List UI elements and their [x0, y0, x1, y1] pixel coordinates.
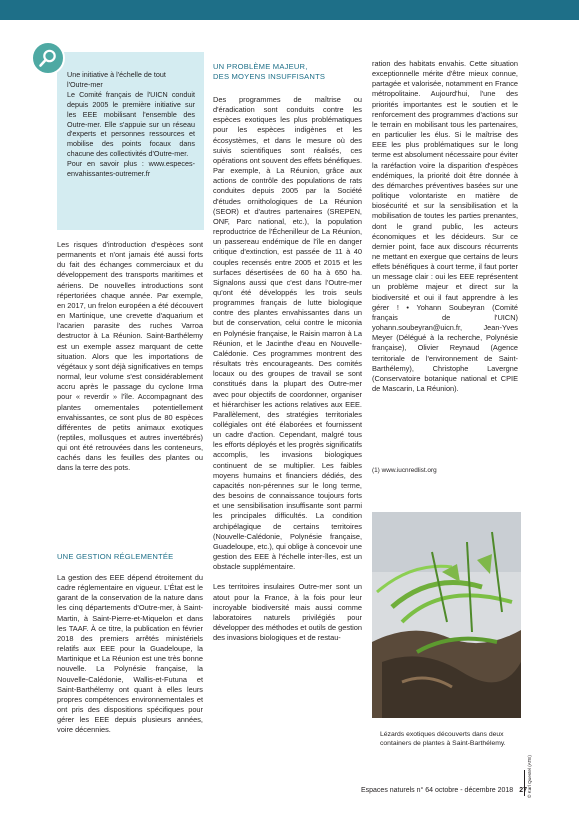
sidebar-box-title-line-1: Une initiative à l'échelle de tout	[67, 70, 166, 79]
photo-credit-text: © Karl Questel (ATE)	[527, 755, 532, 798]
footer-publication: Espaces naturels n° 64 octobre - décembre 2018	[360, 787, 514, 794]
column-2-paragraph-2: Les territoires insulaires Outre-mer sont un atout pour la France, à la fois pour leur incroyable biodiversité mais aussi comme laboratoires naturels privilégiés pour développer des méthodes et outils de gestion des invasions biologiques et de restau-	[213, 582, 362, 643]
sidebar-box-body: Le Comité français de l'UICN conduit depuis 2005 le première initiative sur les EEE mobilisant l'ensemble des Outre-mer. Elle s'appuie sur un réseau d'experts et personnes ressources et mobilise des points focaux dans chacune des collectivités d'Outre-mer.	[67, 89, 195, 159]
section-heading-probleme-line-2: DES MOYENS INSUFFISANTS	[213, 72, 326, 81]
sidebar-box	[57, 52, 204, 230]
section-heading-probleme-line-1: UN PROBLÈME MAJEUR,	[213, 62, 308, 71]
photo-credit	[527, 720, 535, 800]
paragraph-gap	[213, 572, 362, 582]
column-2-paragraph-1: Des programmes de maîtrise ou d'éradication sont conduits contre les espèces exotiques les plus problématiques pour les espèces indigènes et les écosystèmes, et dans le mesure où des suivis scientifiques sont réalisés, ces opérations ont souvent des effets bénéfiques. Par exemple, à La Réunion, grâce aux actions de contrôle des populations de rats conduites depuis 2005 par la Société d'études ornithologiques de La Réunion (SEOR) et d'autres partenaires (SREPEN, ONF, Parc national, etc.), la population reproductrice de l'Échenilleur de La Réunion, un passereau endémique de l'île en danger critique d'extinction, est passée de 11 à 40 couples recensés entre 2005 et 2015 et les surfaces désertisées de 60 ha à 650 ha. Signalons aussi que c'est dans l'Outre-mer qu'ont été développés les trois seuls programmes français de lutte biologique contre des plantes envahissantes dans un but de conservation, celui contre le miconia en Polynésie française, le Raisin marron à La Réunion, et le Jacinthe d'eau en Nouvelle-Calédonie. Ces programmes montrent des résultats très encourageants. Des comités locaux ou des groupes de travail se sont constitués dans la plupart des Outre-mer avec pour objectifs de coordonner, organiser et hiérarchiser les actions relatives aux EEE. Parallèlement, des stratégies territoriales collégiales ont été élaborées et fournissent un cadre d'action. Cependant, malgré tous les efforts déployés et les progrès significatifs accomplis, les invasions biologiques continuent de se multiplier. Les faibles moyens humains et financiers dédiés, des capacités non-pérennes sur le long terme, des besoins de connaissance toujours forts et une sensibilisation insuffisante sont parmi les principales difficultés. La condition archipélagique de certains territoires (Nouvelle-Calédonie, Polynésie française, Guadeloupe, etc.), qui oblige à concevoir une gestion des EEE à l'échelle inter-îles, est un obstacle supplémentaire.	[213, 95, 363, 572]
photo-caption: Lézards exotiques découverts dans deux containers de plantes à Saint-Barthélemy.	[380, 731, 506, 747]
column-2-text	[213, 95, 362, 643]
lizards-photo	[372, 512, 521, 718]
column-3-paragraph-1: ration des habitats envahis. Cette situation exceptionnelle mérite d'être mieux connue, partagée et valorisée, notamment en France métropolitaine. Aujourd'hui, l'une des priorités importantes est le soutien et le renforcement des programmes d'actions sur le terrain en mobilisant tous les partenaires, en particulier les élus. Si le maîtrise des EEE les plus problématiques sur le long terme est absolument nécessaire pour éviter la raréfaction voire la disparition d'espèces endémiques, la priorité doit être donnée à des démarches préventives basées sur une politique volontariste en matière de biosécurité et sur la sensibilisation et la mobilisation de toutes les parties prenantes, dont le grand public, les acteurs économiques et les décideurs. Sur ce dernier point, face aux discours récurrents ne mettant en exergue que certains de leurs effets bénéfiques à court terme, il faut porter un message clair : oui les EEE représentent un problème majeur et direct sur la biodiversité et oui il faut apprendre à les gérer ! • Yohann Soubeyran (Comité français de l'UICN) yohann.soubeyran@uicn.fr, Jean-Yves Meyer (Délégué à la recherche, Polynésie française), Olivier Reynaud (Agence territoriale de l'environnement de Saint-Barthélemy), Christophe Lavergne (Conservatoire botanique national et CPIE de Mascarin, La Réunion).	[372, 59, 518, 393]
column-1-paragraph-1: Les risques d'introduction d'espèces sont permanents et n'ont jamais été aussi forts du fait des échanges commerciaux et du développement des transports maritimes et aériens. De nouvelles introductions sont répertoriées chaque année. Par exemple, en 2017, un frelon européen a été découvert en Martinique, une crevette d'aquarium et l'acarien parasite des ruches Varroa destructor à La Réunion. Saint-Barthélemy est un exemple assez marquant de cette situation. Alors que les importations de végétaux y sont déjà significatives en temps normal, leur volume s'est considérablement accru après le passage du cyclone Irma pour « reverdir » l'île. Accompagnant des plantes ornementales potentiellement envahissantes, ce sont plus de 80 espèces différentes de petits animaux exotiques (reptiles, mollusques et autres invertébrés) qui ont été retrouvées dans les conteneurs, cachés dans les feuilles des plantes ou dans la terre des pots.	[57, 240, 203, 473]
footnote-source[interactable]: (1) www.iucnredlist.org	[372, 467, 437, 474]
page-number: 27	[519, 787, 527, 794]
top-color-band	[0, 0, 579, 20]
column-1-bottom-text	[57, 573, 203, 736]
section-heading-probleme	[213, 62, 363, 82]
search-icon	[31, 41, 65, 75]
column-1-paragraph-2: La gestion des EEE dépend étroitement du cadre réglementaire en vigueur. L'État est le garant de la conservation de la nature dans les cinq départements d'Outre-mer, à Saint-Martin, à Saint-Pierre-et-Miquelon et dans les TAAF. À ce titre, la publication en février 2018 des premiers arrêtés ministériels relatifs aux EEE pour la Guadeloupe, la Martinique et La Réunion est une très bonne nouvelle. La Polynésie française, la Nouvelle-Calédonie, Wallis-et-Futuna et Saint-Barthélemy ont quant à elles leurs propres compétences environnementales et ont pris des dispositions spécifiques pour gérer les EEE depuis plusieurs années, voire décennies.	[57, 573, 203, 735]
page-footer	[337, 787, 527, 794]
sidebar-box-more-link[interactable]: Pour en savoir plus : www.especes-envahissantes-outremer.fr	[67, 159, 195, 179]
sidebar-box-content	[67, 70, 195, 179]
column-3-text	[372, 59, 518, 394]
section-heading-gestion: UNE GESTION RÉGLEMENTÉE	[57, 552, 174, 561]
sidebar-box-title-line-2: l'Outre-mer	[67, 79, 103, 89]
column-1-text	[57, 240, 203, 474]
